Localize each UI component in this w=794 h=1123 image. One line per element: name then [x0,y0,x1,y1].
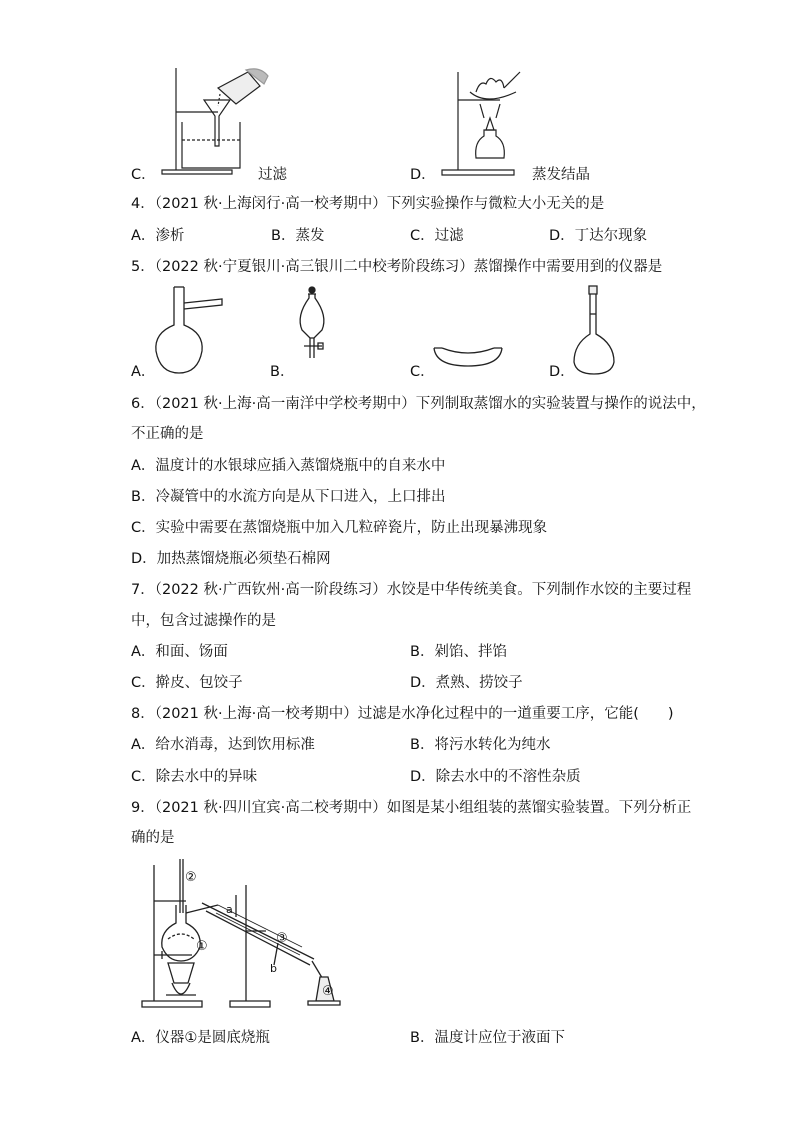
q4-option-d: D．丁达尔现象 [549,228,648,244]
filtration-caption: 过滤 [258,167,287,183]
q7-option-d: D．煮熟、捞饺子 [410,675,523,691]
option-d-letter: D． [410,167,436,183]
q9-option-a: A．仪器①是圆底烧瓶 [131,1030,270,1046]
label-a: a [226,903,233,916]
q8-option-b: B．将污水转化为纯水 [410,737,551,753]
evaporation-apparatus-figure [440,70,530,180]
separatory-funnel-figure [292,286,332,361]
filtration-apparatus-figure [160,66,275,176]
q6-option-b: B．冷凝管中的水流方向是从下口进入，上口排出 [131,489,446,505]
q8-stem: 8．（2021 秋·上海·高一校考期中）过滤是水净化过程中的一道重要工序，它能( ) [131,706,674,722]
q5-option-d-letter: D． [549,364,575,380]
q4-option-b: B．蒸发 [271,228,325,244]
q6-stem-line1: 6．（2021 秋·上海·高一南洋中学校考期中）下列制取蒸馏水的实验装置与操作的说法中， [131,396,706,412]
q6-option-a: A．温度计的水银球应插入蒸馏烧瓶中的自来水中 [131,458,446,474]
q8-option-c: C．除去水中的异味 [131,769,258,785]
label-b: b [270,962,277,975]
evaporating-dish-figure [430,340,505,370]
q7-option-a: A．和面、饧面 [131,644,228,660]
q9-stem-line1: 9．（2021 秋·四川宜宾·高二校考期中）如图是某小组组装的蒸馏实验装置。下列分析正 [131,800,692,816]
q5-option-c-letter: C． [410,364,435,380]
option-c-letter: C． [131,167,156,183]
q4-option-c: C．过滤 [410,228,464,244]
q4-stem: 4．（2021 秋·上海闵行·高一校考期中）下列实验操作与微粒大小无关的是 [131,196,605,212]
distillation-flask-figure [150,285,225,375]
q8-option-a: A．给水消毒，达到饮用标准 [131,737,315,753]
q7-stem-line1: 7．（2022 秋·广西钦州·高一阶段练习）水饺是中华传统美食。下列制作水饺的主要过程 [131,582,692,598]
label-4: ④ [322,984,334,999]
q7-option-c: C．擀皮、包饺子 [131,675,243,691]
q8-option-d: D．除去水中的不溶性杂质 [410,769,581,785]
q6-stem-line2: 不正确的是 [131,426,204,442]
evaporation-caption: 蒸发结晶 [532,167,590,183]
q5-option-b-letter: B． [270,364,295,380]
q6-option-d: D．加热蒸馏烧瓶必须垫石棉网 [131,551,331,567]
q9-option-b: B．温度计应位于液面下 [410,1030,565,1046]
q7-option-b: B．剁馅、拌馅 [410,644,507,660]
label-1: ① [196,939,208,954]
label-3: ③ [276,931,288,946]
q9-stem-line2: 确的是 [131,830,175,846]
q6-option-c: C．实验中需要在蒸馏烧瓶中加入几粒碎瓷片，防止出现暴沸现象 [131,520,548,536]
q4-option-a: A．渗析 [131,228,185,244]
q7-stem-line2: 中，包含过滤操作的是 [131,613,276,629]
label-2: ② [185,870,197,885]
q5-option-a-letter: A． [131,364,156,380]
volumetric-flask-figure [570,284,620,376]
distillation-setup-figure [138,855,348,1013]
q5-stem: 5．（2022 秋·宁夏银川·高三银川二中校考阶段练习）蒸馏操作中需要用到的仪器是 [131,259,663,275]
